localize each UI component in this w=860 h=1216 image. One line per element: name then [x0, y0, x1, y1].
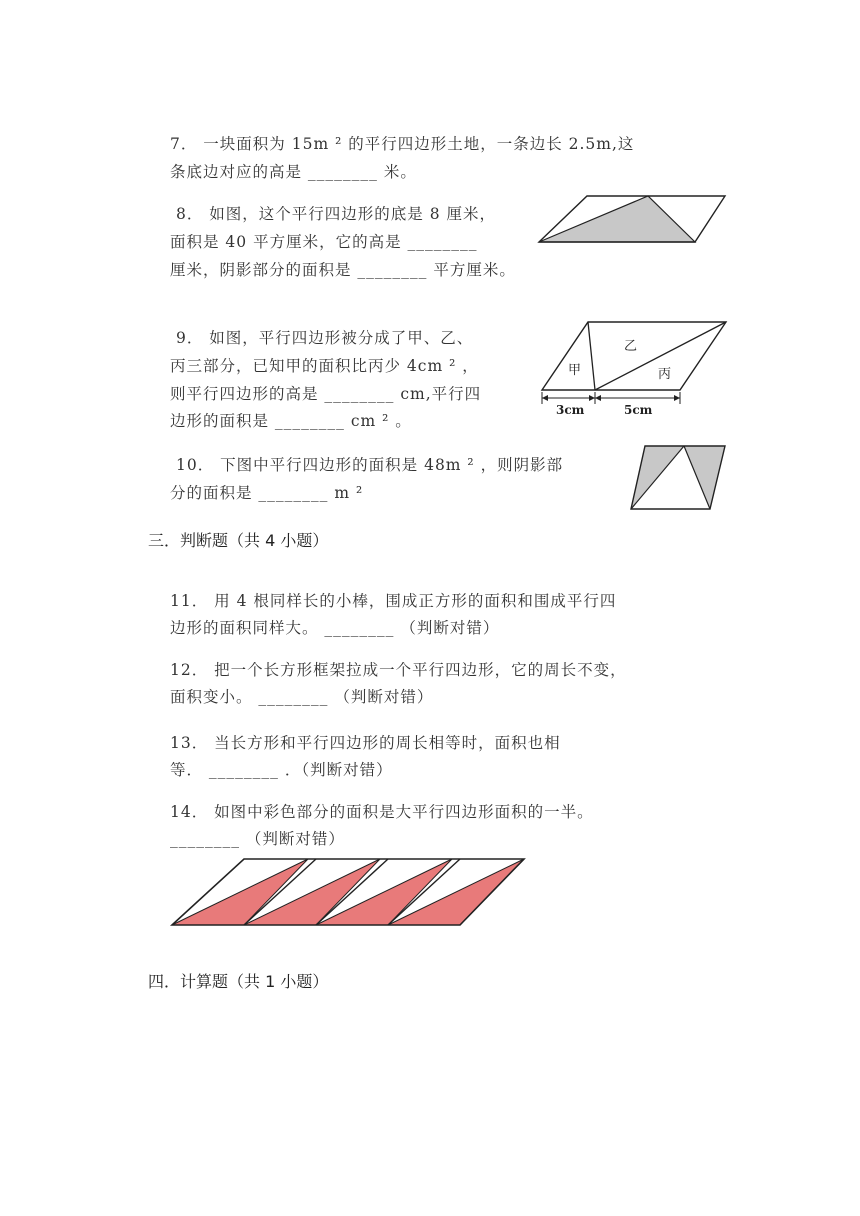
- q14-figure: [168, 855, 528, 929]
- q9-divider-1: [588, 322, 595, 390]
- q9-dim-label-2: 5cm: [624, 403, 653, 417]
- q9-line4: 边形的面积是 ________ cm ² 。: [170, 412, 412, 430]
- q11-line1: 11． 用 4 根同样长的小棒，围成正方形的面积和围成平行四: [170, 592, 617, 610]
- q13-line2: 等． ________ ．（判断对错）: [170, 761, 393, 779]
- section-3-heading: 三．判断题（共 4 小题）: [148, 531, 329, 550]
- q13-line1: 13． 当长方形和平行四边形的周长相等时，面积也相: [170, 734, 561, 752]
- q9-line1: 9． 如图，平行四边形被分成了甲、乙、: [176, 329, 474, 347]
- q9-parallelogram: [542, 322, 726, 390]
- q9-label-yi: 乙: [624, 339, 638, 354]
- q10-figure: [626, 443, 730, 511]
- q8-figure: [535, 192, 730, 244]
- q7-line2: 条底边对应的高是 ________ 米。: [170, 163, 417, 181]
- q9-arrow-3: [595, 395, 601, 401]
- q9-figure: [538, 318, 730, 420]
- q14-line1: 14． 如图中彩色部分的面积是大平行四边形面积的一半。: [170, 803, 594, 821]
- q9-line2: 丙三部分，已知甲的面积比丙少 4cm ² ，: [170, 357, 479, 375]
- q11-line2: 边形的面积同样大。 ________ （判断对错）: [170, 619, 500, 637]
- q12-line2: 面积变小。 ________ （判断对错）: [170, 688, 434, 706]
- q8-line2: 面积是 40 平方厘米，它的高是 ________: [170, 233, 478, 251]
- q8-line1: 8． 如图，这个平行四边形的底是 8 厘米，: [176, 205, 497, 223]
- q14-line2: ________ （判断对错）: [170, 830, 345, 848]
- q10-shade-right: [684, 446, 725, 509]
- q9-label-jia: 甲: [568, 363, 582, 378]
- q9-line3: 则平行四边形的高是 ________ cm,平行四: [170, 385, 482, 403]
- q9-arrow-4: [674, 395, 680, 401]
- q9-label-bing: 丙: [658, 367, 672, 382]
- section-4-heading: 四．计算题（共 1 小题）: [148, 972, 329, 991]
- q9-arrow-1: [542, 395, 548, 401]
- q7-line1: 7． 一块面积为 15m ² 的平行四边形土地，一条边长 2.5m,这: [170, 135, 635, 153]
- q9-dim-label-1: 3cm: [556, 403, 585, 417]
- q8-line3: 厘米，阴影部分的面积是 ________ 平方厘米。: [170, 261, 516, 279]
- q10-line1: 10． 下图中平行四边形的面积是 48m ² ，则阴影部: [176, 456, 564, 474]
- q10-line2: 分的面积是 ________ m ²: [170, 484, 364, 502]
- q9-arrow-2: [589, 395, 595, 401]
- q12-line1: 12． 把一个长方形框架拉成一个平行四边形，它的周长不变，: [170, 661, 627, 679]
